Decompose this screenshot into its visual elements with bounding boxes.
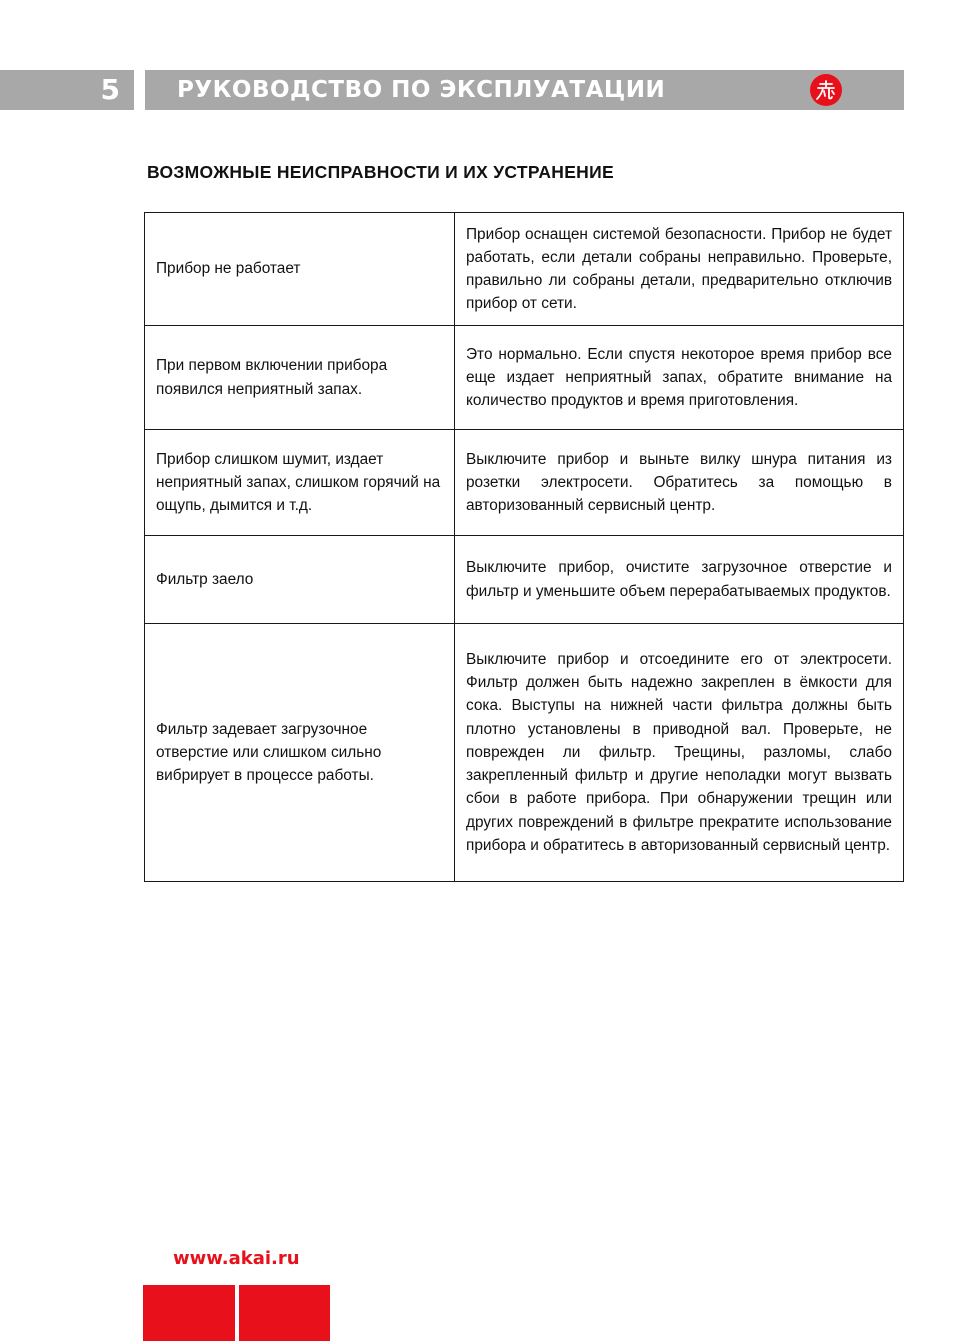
- table-row: [145, 624, 904, 882]
- table-row: [145, 536, 904, 624]
- problem-cell: Прибор не работает: [145, 213, 455, 326]
- solution-cell: Это нормально. Если спустя некоторое время прибор все еще издает неприятный запах, обратите внимание на количество продуктов и время приготовления.: [455, 326, 904, 430]
- manual-title: РУКОВОДСТВО ПО ЭКСПЛУАТАЦИИ: [177, 77, 666, 103]
- problem-cell: Прибор слишком шумит, издает неприятный запах, слишком горячий на ощупь, дымится и т.д.: [145, 430, 455, 536]
- page-number: 5: [100, 73, 120, 106]
- table-row: [145, 213, 904, 326]
- problem-cell: Фильтр задевает загрузочное отверстие или слишком сильно вибрирует в процессе работы.: [145, 624, 455, 882]
- section-title: ВОЗМОЖНЫЕ НЕИСПРАВНОСТИ И ИХ УСТРАНЕНИЕ: [147, 162, 614, 182]
- website-link[interactable]: www.akai.ru: [173, 1248, 300, 1269]
- solution-cell: Выключите прибор и отсоедините его от электросети. Фильтр должен быть надежно закреплен в ёмкости для сока. Выступы на нижней части фильтра должны быть плотно установлены в приводной вал. Проверьте, не поврежден ли фильтр. Трещины, разломы, слабо закрепленный фильтр и другие неполадки могут вызвать сбои в работе прибора. При обнаружении трещин или других повреждений в фильтре прекратите использование прибора и обратитесь в авторизованный сервисный центр.: [455, 624, 904, 882]
- header-title-bar: [145, 70, 904, 110]
- solution-cell: Выключите прибор и выньте вилку шнура питания из розетки электросети. Обратитесь за помощью в авторизованный сервисный центр.: [455, 430, 904, 536]
- problem-cell: При первом включении прибора появился неприятный запах.: [145, 326, 455, 430]
- solution-cell: Выключите прибор, очистите загрузочное отверстие и фильтр и уменьшите объем перерабатываемых продуктов.: [455, 536, 904, 624]
- table-row: [145, 430, 904, 536]
- footer-red-block: [239, 1285, 330, 1341]
- problem-cell: Фильтр заело: [145, 536, 455, 624]
- troubleshooting-table: [144, 212, 904, 882]
- footer-red-block: [143, 1285, 235, 1341]
- table-row: [145, 326, 904, 430]
- akai-logo-icon: [810, 74, 842, 106]
- solution-cell: Прибор оснащен системой безопасности. Прибор не будет работать, если детали собраны неправильно. Проверьте, правильно ли собраны детали, предварительно отключив прибор от сети.: [455, 213, 904, 326]
- header-page-number-bar: [0, 70, 134, 110]
